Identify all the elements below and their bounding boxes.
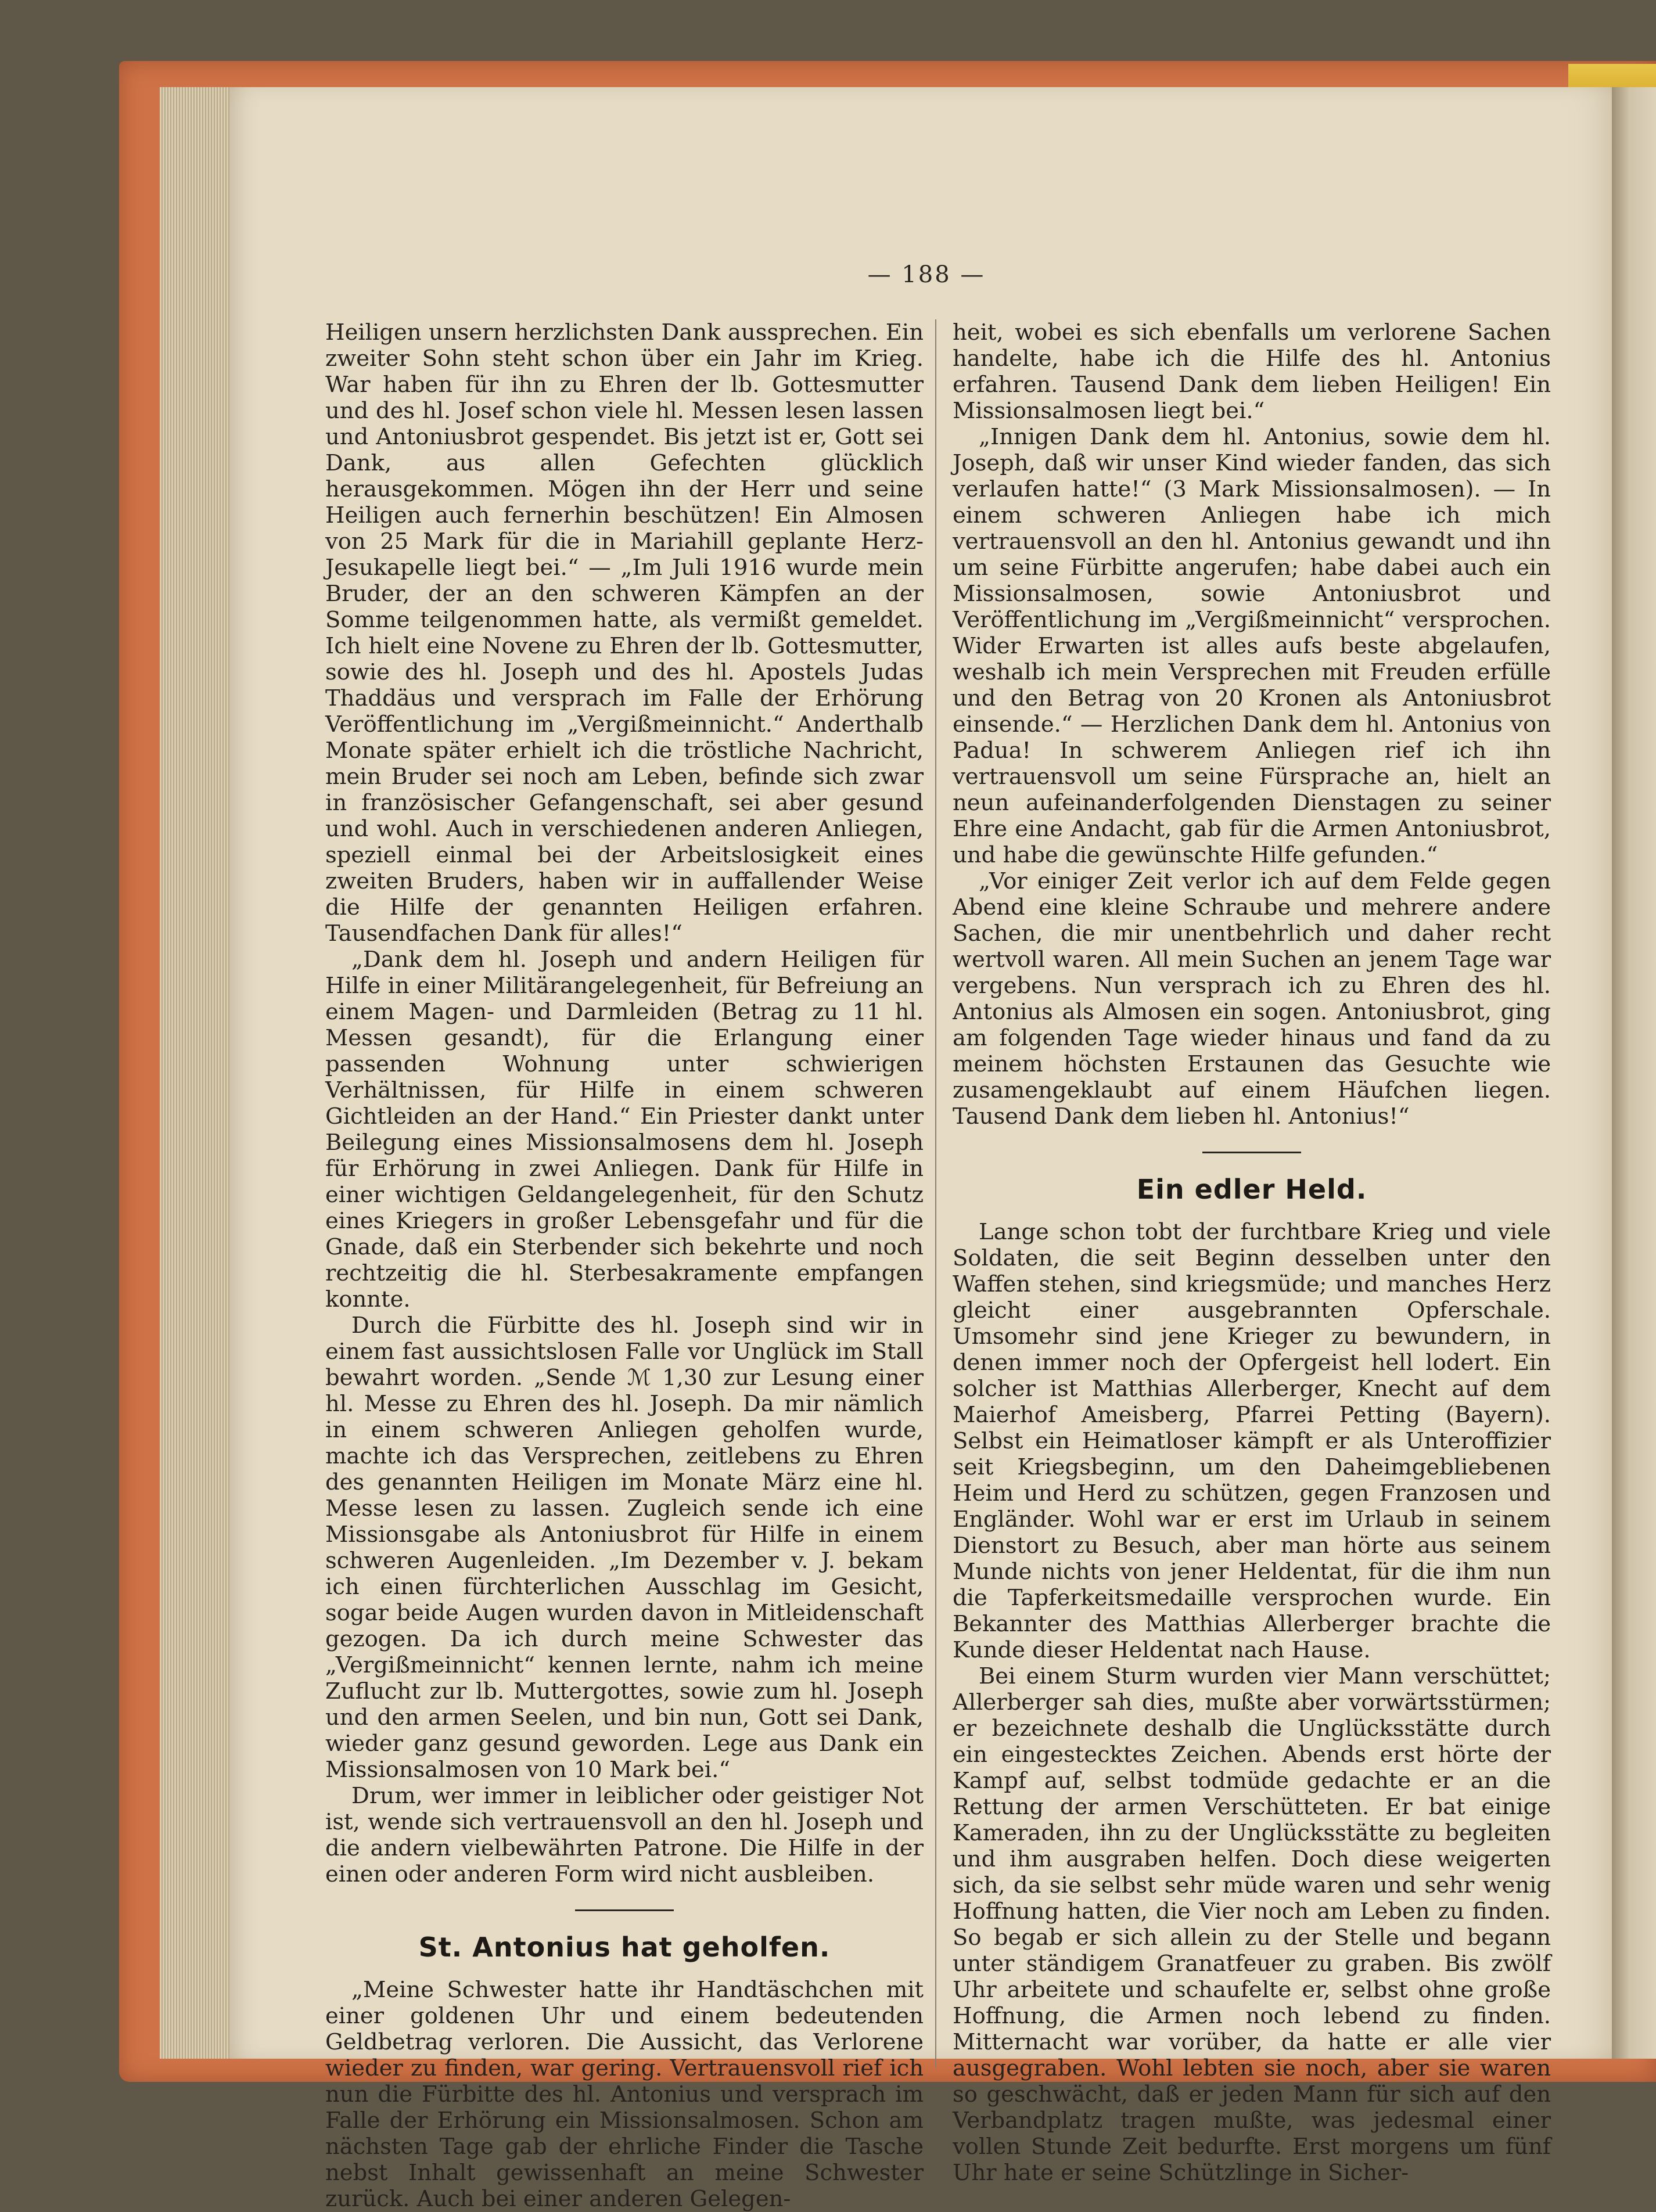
section-divider — [1202, 1152, 1301, 1153]
column-divider — [935, 319, 936, 2067]
article-heading: St. Antonius hat geholfen. — [418, 1932, 831, 1963]
paragraph: Bei einem Sturm wurden vier Mann verschüttet; Allerberger sah dies, mußte aber vorwärtsstürmen; er bezeichnete deshalb die Unglücksstätte durch ein eingestecktes Zeichen. Abends erst hörte der Kampf auf, selbst todmüde gedachte er an die Rettung der armen Verschütteten. Er bat einige Kameraden, ihn zu der Unglücksstätte zu begleiten und ihm ausgraben helfen. Doch diese weigerten sich, da sie selbst sehr müde waren und sehr wenig Hoffnung hatten, die Vier noch am Leben zu finden. So begab er sich allein zu der Stelle und begann unter ständigem Granatfeuer zu graben. Bis zwölf Uhr arbeitete und schaufelte er, selbst ohne große Hoffnung, die Armen noch lebend zu finden. Mitternacht war vorüber, da hatte er alle vier ausgegraben. Wohl lebten sie noch, aber sie waren so geschwächt, daß er jeden Mann für sich auf den Verbandplatz tragen mußte, was jedesmal einer vollen Stunde Zeit bedurfte. Erst morgens um fünf Uhr hate er seine Schützlinge in Sicher- — [953, 1663, 1551, 2186]
page-number: — 188 — — [867, 261, 986, 288]
paragraph: „Dank dem hl. Joseph und andern Heiligen für Hilfe in einer Militärangelegenheit, für Befreiung an einem Magen- und Darmleiden (Betrag zu 11 hl. Messen gesandt), für die Erlangung einer passenden Wohnung unter schwierigen Verhältnissen, für Hilfe in einem schweren Gichtleiden an der Hand.“ Ein Priester dankt unter Beilegung eines Missionsalmosens dem hl. Joseph für Erhörung in zwei Anliegen. Dank für Hilfe in einer wichtigen Geldangelegenheit, für den Schutz eines Kriegers in großer Lebensgefahr und für die Gnade, daß ein Sterbender sich bekehrte und noch rechtzeitig die hl. Sterbesakramente empfangen konnte. — [325, 947, 924, 1312]
book-page — [229, 87, 1623, 2212]
article-heading: Ein edler Held. — [1136, 1174, 1367, 1205]
right-column — [953, 319, 1551, 2186]
paragraph: „Meine Schwester hatte ihr Handtäschchen mit einer goldenen Uhr und einem bedeutenden Geldbetrag verloren. Die Aussicht, das Verlorene wieder zu finden, war gering. Vertrauensvoll rief ich nun die Fürbitte des hl. Antonius und versprach im Falle der Erhörung ein Missionsalmosen. Schon am nächsten Tage gab der ehrliche Finder die Tasche nebst Inhalt gewissenhaft an meine Schwester zurück. Auch bei einer anderen Gelegen- — [325, 1977, 924, 2212]
paragraph: Lange schon tobt der furchtbare Krieg und viele Soldaten, die seit Beginn desselben unter den Waffen stehen, sind kriegsmüde; und manches Herz gleicht einer ausgebrannten Opferschale. Umsomehr sind jene Krieger zu bewundern, in denen immer noch der Opfergeist hell lodert. Ein solcher ist Matthias Allerberger, Knecht auf dem Maierhof Ameisberg, Pfarrei Petting (Bayern). Selbst ein Heimatloser kämpft er als Unteroffizier seit Kriegsbeginn, um den Daheimgebliebenen Heim und Herd zu schützen, gegen Franzosen und Engländer. Wohl war er erst im Urlaub in seinem Dienstort zu Besuch, aber man hörte aus seinem Munde nichts von jener Heldentat, für die ihm nun die Tapferkeitsmedaille versprochen wurde. Ein Bekannter des Matthias Allerberger brachte die Kunde dieser Heldentat nach Hause. — [953, 1219, 1551, 1663]
paragraph: Drum, wer immer in leiblicher oder geistiger Not ist, wende sich vertrauensvoll an den hl. Joseph und die andern vielbewährten Patrone. Die Hilfe in der einen oder anderen Form wird nicht ausbleiben. — [325, 1783, 924, 1887]
paragraph: Durch die Fürbitte des hl. Joseph sind wir in einem fast aussichtslosen Falle vor Unglück im Stall bewahrt worden. „Sende ℳ 1,30 zur Lesung einer hl. Messe zu Ehren des hl. Joseph. Da mir nämlich in einem schweren Anliegen geholfen wurde, machte ich das Versprechen, zeitlebens zu Ehren des genannten Heiligen im Monate März eine hl. Messe lesen zu lassen. Zugleich sende ich eine Missionsgabe als Antoniusbrot für Hilfe in einem schweren Augenleiden. „Im Dezember v. J. bekam ich einen fürchterlichen Ausschlag im Gesicht, sogar beide Augen wurden davon in Mitleidenschaft gezogen. Da ich durch meine Schwester das „Vergißmeinnicht“ kennen lernte, nahm ich meine Zuflucht zur lb. Muttergottes, sowie zum hl. Joseph und den armen Seelen, und bin nun, Gott sei Dank, wieder ganz gesund geworden. Lege aus Dank ein Missionsalmosen von 10 Mark bei.“ — [325, 1312, 924, 1783]
paragraph: „Innigen Dank dem hl. Antonius, sowie dem hl. Joseph, daß wir unser Kind wieder fanden, das sich verlaufen hatte!“ (3 Mark Missionsalmosen). — In einem schweren Anliegen habe ich mich vertrauensvoll an den hl. Antonius gewandt und ihn um seine Fürbitte angerufen; habe dabei auch ein Missionsalmosen, sowie Antoniusbrot und Veröffentlichung im „Vergißmeinnicht“ versprochen. Wider Erwarten ist alles aufs beste abgelaufen, weshalb ich mein Versprechen mit Freuden erfülle und den Betrag von 20 Kronen als Antoniusbrot einsende.“ — Herzlichen Dank dem hl. Antonius von Padua! In schwerem Anliegen rief ich ihn vertrauensvoll um seine Fürsprache an, hielt an neun aufeinanderfolgenden Dienstagen zu seiner Ehre eine Andacht, gab für die Armen Antoniusbrot, und habe die gewünschte Hilfe gefunden.“ — [953, 424, 1551, 868]
section-divider — [575, 1909, 674, 1911]
left-column — [325, 319, 924, 2212]
paragraph: „Vor einiger Zeit verlor ich auf dem Felde gegen Abend eine kleine Schraube und mehrere andere Sachen, die mir unentbehrlich und daher recht wertvoll waren. All mein Suchen an jenem Tage war vergebens. Nun versprach ich zu Ehren des hl. Antonius als Almosen ein sogen. Antoniusbrot, ging am folgenden Tage wieder hinaus und fand da zu meinem höchsten Erstaunen das Gesuchte wie zusamengeklaubt auf einem Häufchen liegen. Tausend Dank dem lieben hl. Antonius!“ — [953, 868, 1551, 1130]
next-page-edge — [1612, 87, 1656, 2059]
paragraph: heit, wobei es sich ebenfalls um verlorene Sachen handelte, habe ich die Hilfe des hl. Antonius erfahren. Tausend Dank dem lieben Heiligen! Ein Missionsalmosen liegt bei.“ — [953, 319, 1551, 424]
paragraph: Heiligen unsern herzlichsten Dank aussprechen. Ein zweiter Sohn steht schon über ein Jahr im Krieg. War haben für ihn zu Ehren der lb. Gottesmutter und des hl. Josef schon viele hl. Messen lesen lassen und Antoniusbrot gespendet. Bis jetzt ist er, Gott sei Dank, aus allen Gefechten glücklich herausgekommen. Mögen ihn der Herr und seine Heiligen auch fernerhin beschützen! Ein Almosen von 25 Mark für die in Mariahill geplante Herz-Jesukapelle liegt bei.“ — „Im Juli 1916 wurde mein Bruder, der an den schweren Kämpfen an der Somme teilgenommen hatte, als vermißt gemeldet. Ich hielt eine Novene zu Ehren der lb. Gottesmutter, sowie des hl. Joseph und des hl. Apostels Judas Thaddäus und versprach im Falle der Erhörung Veröffentlichung im „Vergißmeinnicht.“ Anderthalb Monate später erhielt ich die tröstliche Nachricht, mein Bruder sei noch am Leben, befinde sich zwar in französischer Gefangenschaft, sei aber gesund und wohl. Auch in verschiedenen anderen Anliegen, speziell einmal bei der Arbeitslosigkeit eines zweiten Bruders, haben wir in auffallender Weise die Hilfe der genannten Heiligen erfahren. Tausendfachen Dank für alles!“ — [325, 319, 924, 947]
